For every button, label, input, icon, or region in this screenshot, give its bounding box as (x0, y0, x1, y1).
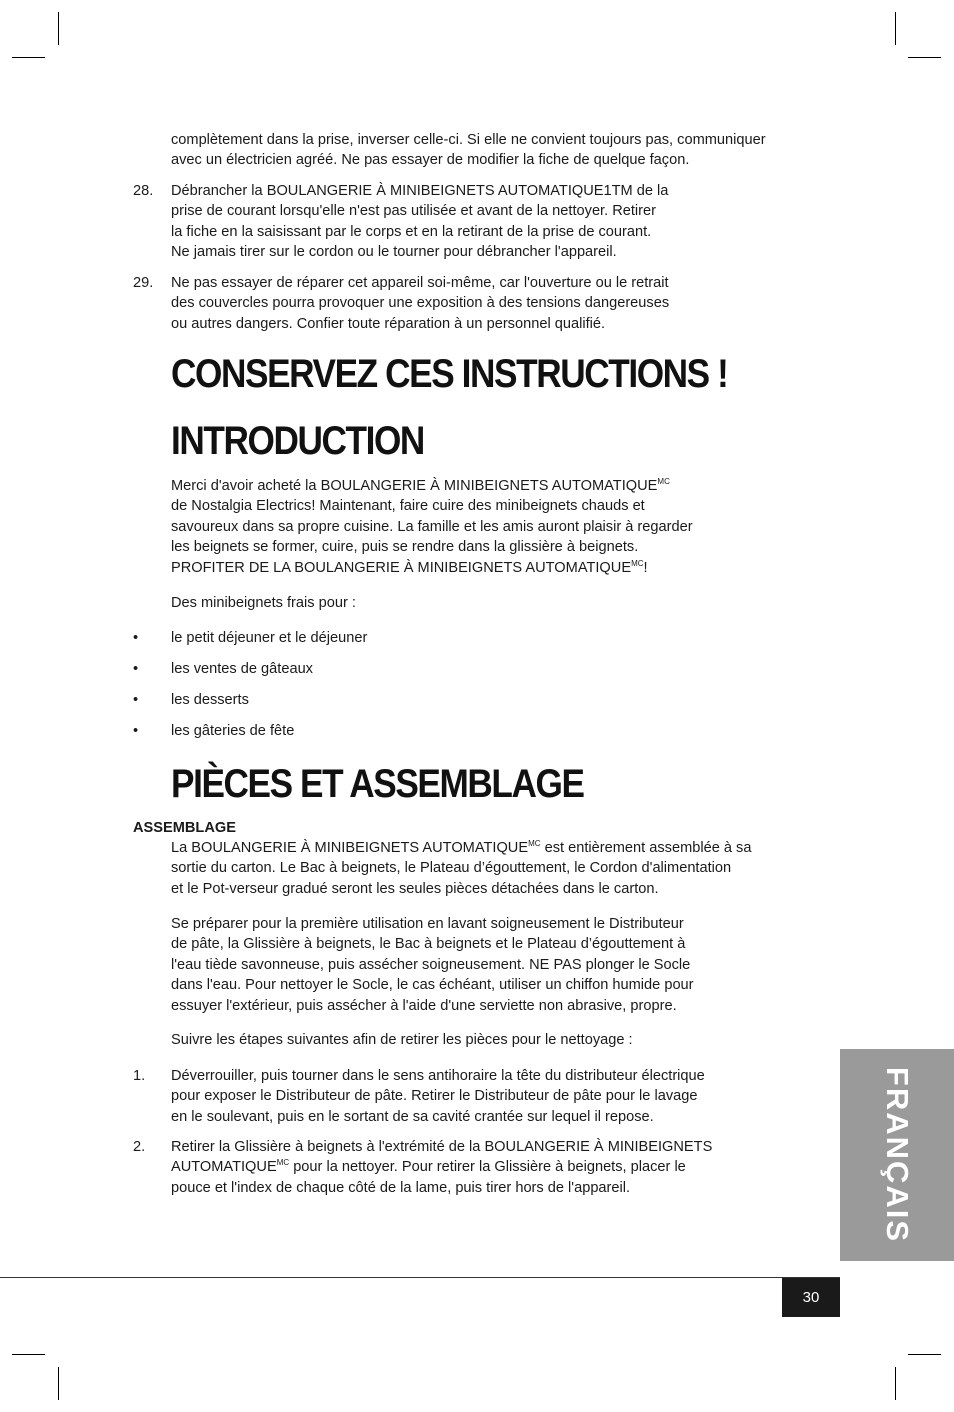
heading-parts-assembly: PIÈCES ET ASSEMBLAGE (171, 762, 584, 806)
bullet-marker: • (133, 723, 139, 739)
heading-introduction: INTRODUCTION (171, 419, 424, 463)
heading-save-instructions: CONSERVEZ CES INSTRUCTIONS ! (171, 352, 728, 396)
step-number: 2. (133, 1139, 146, 1155)
crop-mark (58, 1367, 59, 1400)
language-tab (840, 1049, 954, 1261)
footer-rule (0, 1277, 840, 1278)
crop-mark (908, 1354, 941, 1355)
item-28-text: Débrancher la BOULANGERIE À MINIBEIGNETS AUTOMATIQUE1TM de la prise de courant lorsqu'elle n'est pas utilisée et avant de la nettoyer. Retirer la fiche en la saisissant par le corps et en la retirant de la prise de courant. Ne jamais tirer sur le cordon ou le tourner pour débrancher l'appareil. (171, 183, 669, 261)
crop-mark (895, 1367, 896, 1400)
item-29-text: Ne pas essayer de réparer cet appareil soi-même, car l'ouverture ou le retrait des couvercles pourra provoquer une exposition à des tensions dangereuses ou autres dangers. Confier toute réparation à un personnel qualifié. (171, 275, 670, 332)
list-item: les desserts (171, 692, 249, 708)
item-number: 29. (133, 275, 154, 291)
crop-mark (12, 57, 45, 58)
bullet-marker: • (133, 692, 139, 708)
bullet-marker: • (133, 630, 139, 646)
intro-lead: Des minibeignets frais pour : (171, 595, 356, 611)
crop-mark (58, 12, 59, 45)
language-tab-label: FRANÇAIS (880, 1066, 915, 1244)
bullet-marker: • (133, 661, 139, 677)
list-item: les gâteries de fête (171, 723, 295, 739)
subheading-assemblage: ASSEMBLAGE (133, 820, 236, 836)
page-number: 30 (782, 1278, 840, 1317)
crop-mark (908, 57, 941, 58)
list-item: le petit déjeuner et le déjeuner (171, 630, 368, 646)
assembly-paragraph-3: Suivre les étapes suivantes afin de retirer les pièces pour le nettoyage : (171, 1032, 633, 1048)
continuation-text: complètement dans la prise, inverser celle-ci. Si elle ne convient toujours pas, communiquer avec un électricien agréé. Ne pas essayer de modifier la fiche de quelque façon. (171, 132, 766, 169)
crop-mark (12, 1354, 45, 1355)
step-2-text: Retirer la Glissière à beignets à l'extrémité de la BOULANGERIE À MINIBEIGNETS $AUTOMATIQUE^{MC}$ pour la nettoyer. Pour retirer la Glissière à beignets, placer le pouce et l'index de chaque côté de la lame, puis tirer hors de l'appareil. (171, 1139, 713, 1196)
crop-mark (895, 12, 896, 45)
step-1-text: Déverrouiller, puis tourner dans le sens antihoraire la tête du distributeur électrique pour exposer le Distributeur de pâte. Retirer le Distributeur de pâte pour le lavage en le soulevant, puis en le sortant de sa cavité crantée sur lequel il repose. (171, 1068, 705, 1125)
intro-paragraph: Merci d'avoir acheté la BOULANGERIE À MINIBEIGNETS $AUTOMATIQUE^{MC}$ de Nostalgia Electrics! Maintenant, faire cuire des minibeignets chauds et savoureux dans sa propre cuisine. La famille et les amis auront plaisir à regarder les beignets se former, cuire, puis se rendre dans la glissière à beignets. PROFITER DE LA BOULANGERIE À MINIBEIGNETS $AUTOMATIQUE^{MC}$! (171, 477, 693, 576)
assembly-paragraph-2: Se préparer pour la première utilisation en lavant soigneusement le Distributeur de pâte, la Glissière à beignets, le Bac à beignets et le Plateau d’égouttement à l'eau tiède savonneuse, puis assécher soigneusement. NE PAS plonger le Socle dans l'eau. Pour nettoyer le Socle, le cas échéant, utiliser un chiffon humide pour essuyer l'extérieur, puis assécher à l'aide d'une serviette non abrasive, propre. (171, 916, 694, 1014)
list-item: les ventes de gâteaux (171, 661, 313, 677)
assembly-paragraph-1: La BOULANGERIE À MINIBEIGNETS $AUTOMATIQUE^{MC}$ est entièrement assemblée à sa sortie du carton. Le Bac à beignets, le Plateau d’égouttement, le Cordon d'alimentation et le Pot-verseur gradué seront les seules pièces détachées dans le carton. (171, 839, 752, 897)
item-number: 28. (133, 183, 154, 199)
step-number: 1. (133, 1068, 146, 1084)
